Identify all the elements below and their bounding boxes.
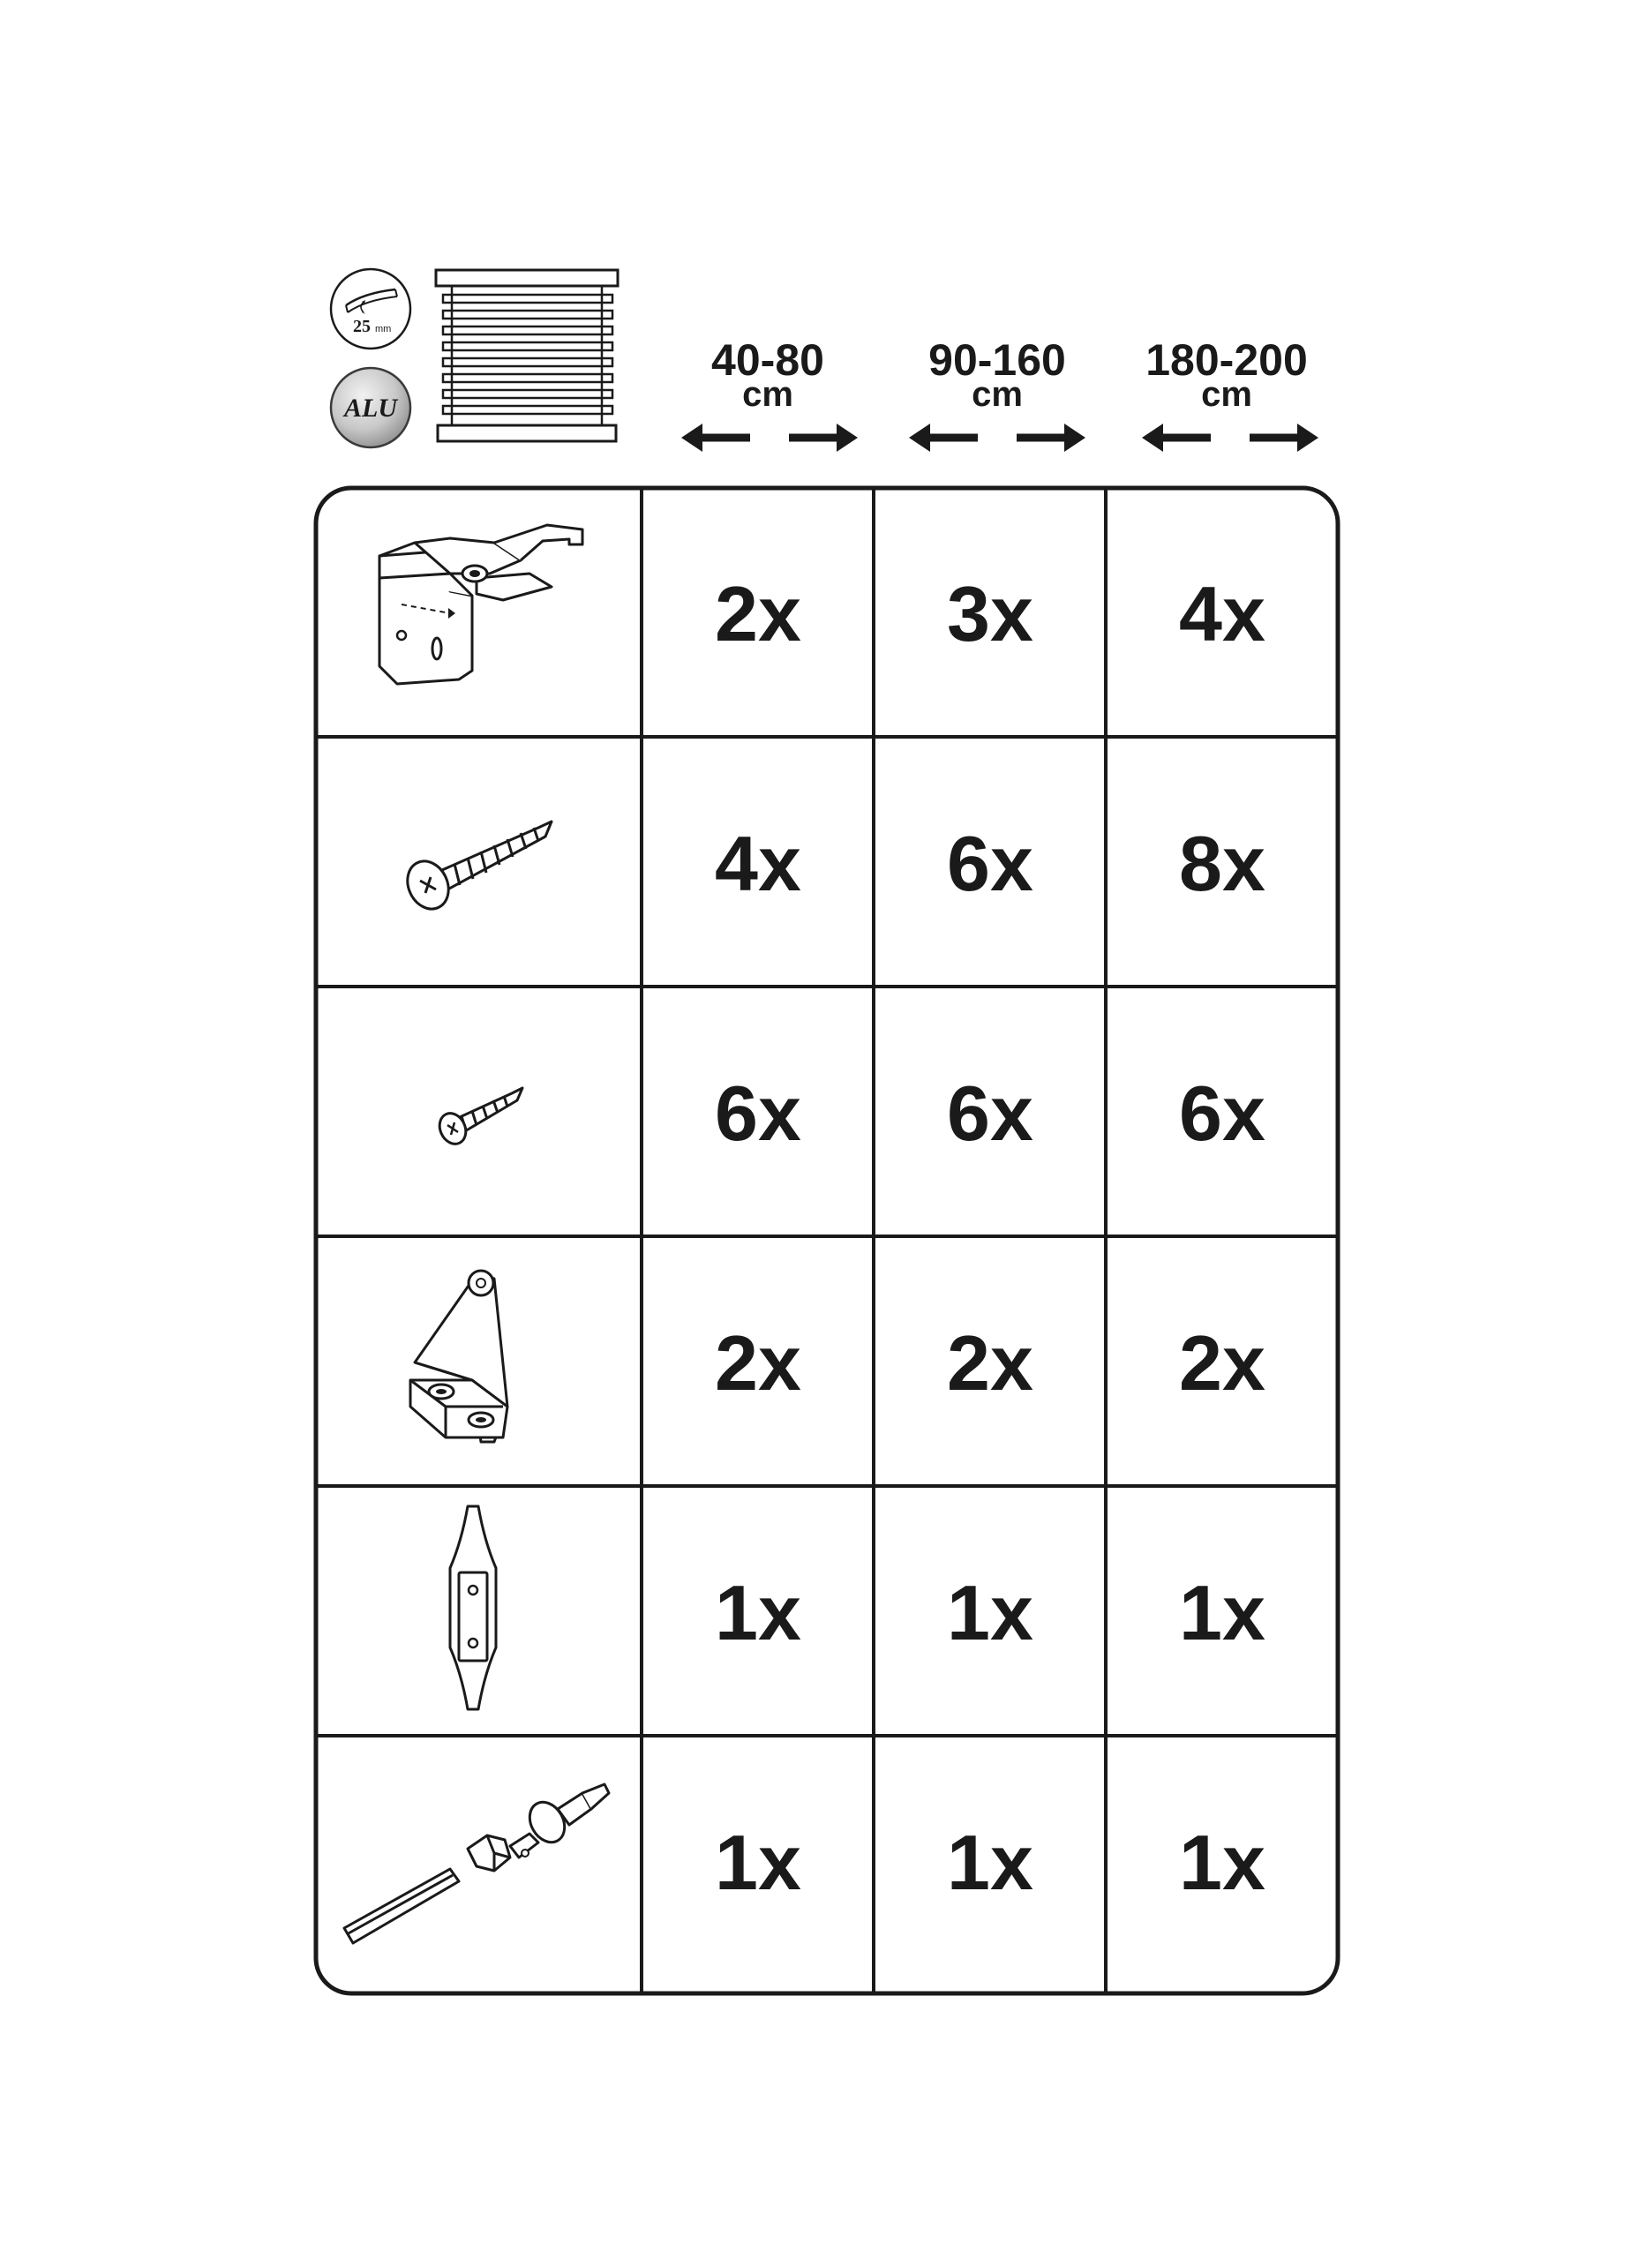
quantity-cell: 1x (1179, 1569, 1265, 1656)
quantity-cell: 1x (947, 1819, 1033, 1906)
quantity-cell: 1x (715, 1569, 801, 1656)
width-arrows-3 (1142, 417, 1318, 459)
column-range: 40-80 (711, 335, 824, 385)
quantity-cell: 8x (1179, 820, 1265, 907)
column-header-3 (1112, 335, 1341, 414)
column-unit: cm (1201, 375, 1252, 414)
quantity-cell: 3x (947, 570, 1033, 657)
bracket-icon (318, 490, 642, 739)
slat-width-value: 25 (353, 317, 371, 336)
column-unit: cm (972, 375, 1023, 414)
quantity-cell: 2x (715, 1319, 801, 1407)
width-arrows-1 (681, 417, 858, 459)
wand-connector-icon (318, 1738, 642, 1987)
quantity-cell: 6x (947, 820, 1033, 907)
quantity-cell: 2x (947, 1319, 1033, 1407)
venetian-blind-icon (434, 268, 620, 445)
column-header-1 (653, 335, 882, 414)
small-screw-icon (318, 989, 642, 1238)
material-label: ALU (344, 394, 397, 423)
quantity-cell: 1x (1179, 1819, 1265, 1906)
width-arrows-2 (909, 417, 1085, 459)
column-range: 90-160 (928, 335, 1066, 385)
slat-width-badge (328, 266, 413, 351)
slat-width-unit: mm (375, 324, 392, 334)
hold-down-bracket-icon (318, 1239, 642, 1488)
quantity-cell: 2x (715, 570, 801, 657)
quantity-cell: 1x (715, 1819, 801, 1906)
quantity-cell: 6x (947, 1069, 1033, 1157)
quantity-cell: 6x (715, 1069, 801, 1157)
column-range: 180-200 (1145, 335, 1308, 385)
quantity-cell: 1x (947, 1569, 1033, 1656)
quantity-cell: 6x (1179, 1069, 1265, 1157)
cord-cleat-icon (318, 1489, 642, 1737)
quantity-cell: 2x (1179, 1319, 1265, 1407)
column-unit: cm (742, 375, 793, 414)
quantity-cell: 4x (1179, 570, 1265, 657)
column-header-2 (882, 335, 1112, 414)
material-badge (328, 365, 413, 450)
large-screw-icon (318, 739, 642, 988)
quantity-cell: 4x (715, 820, 801, 907)
